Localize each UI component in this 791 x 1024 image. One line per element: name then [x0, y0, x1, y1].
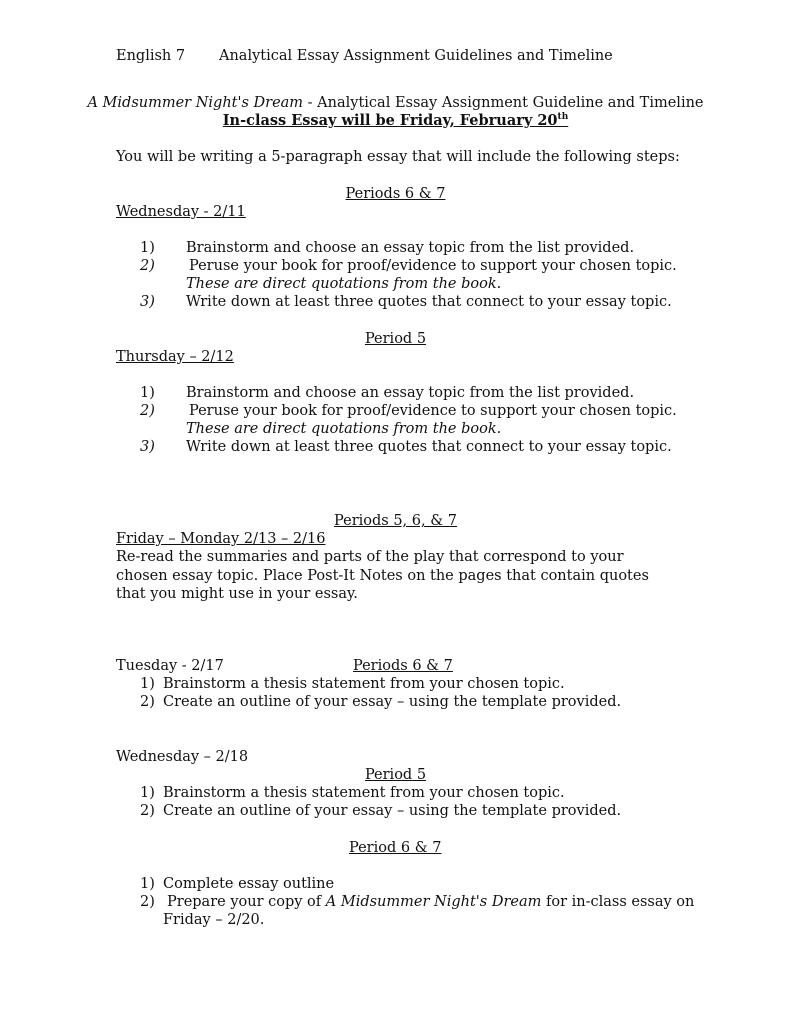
section5-date: Wednesday – 2/18: [116, 749, 249, 765]
list-item-number: 1): [140, 676, 155, 692]
section1-heading: Periods 6 & 7: [345, 186, 446, 202]
list-item: Write down at least three quotes that connect to your essay topic.: [186, 439, 672, 455]
list-item-note: These are direct quotations from the book.: [186, 421, 502, 437]
section2-date: Thursday – 2/12: [116, 349, 234, 365]
list-item-number: 3): [140, 294, 155, 310]
section3-date: Friday – Monday 2/13 – 2/16: [116, 531, 326, 547]
list-item-number: 2): [140, 694, 155, 710]
due-date-line: [0, 112, 791, 130]
book-title: A Midsummer Night's Dream: [325, 894, 542, 910]
section4-date: Tuesday - 2/17: [116, 658, 224, 674]
list-item-number: 2): [140, 894, 155, 910]
section3-body: Re-read the summaries and parts of the play that correspond to your chosen essay topic. Place Post-It Notes on the pages that contain quotes that you might use in your essay.: [116, 549, 649, 602]
list-item-number: 2): [140, 803, 155, 819]
list-item-continuation: Friday – 2/20.: [163, 912, 265, 928]
intro-text: You will be writing a 5-paragraph essay that will include the following steps:: [116, 149, 680, 165]
list-item: Brainstorm and choose an essay topic from the list provided.: [186, 240, 635, 256]
due-date-text: In-class Essay will be Friday, February 20th: [222, 112, 569, 129]
list-item: Create an outline of your essay – using the template provided.: [163, 694, 622, 710]
section4-heading: Periods 6 & 7: [353, 658, 453, 674]
section1-date: Wednesday - 2/11: [116, 204, 246, 220]
section6-heading: Period 6 & 7: [349, 840, 442, 856]
list-item: Complete essay outline: [163, 876, 335, 892]
list-item-number: 2): [140, 258, 155, 274]
list-item-number: 1): [140, 240, 155, 256]
list-item: Prepare your copy of A Midsummer Night's Dream for in-class essay on: [167, 894, 695, 910]
list-item-number: 3): [140, 439, 155, 455]
list-item: Brainstorm a thesis statement from your chosen topic.: [163, 676, 565, 692]
list-item-number: 1): [140, 785, 155, 801]
list-item: Peruse your book for proof/evidence to support your chosen topic.: [189, 403, 677, 419]
list-item-number: 1): [140, 385, 155, 401]
list-item: Create an outline of your essay – using the template provided.: [163, 803, 622, 819]
list-item-note: These are direct quotations from the book.: [186, 276, 502, 292]
list-item-number: 2): [140, 403, 155, 419]
list-item: Brainstorm and choose an essay topic from the list provided.: [186, 385, 635, 401]
list-item-number: 1): [140, 876, 155, 892]
course-name: English 7: [116, 48, 186, 64]
section2-heading: Period 5: [364, 331, 427, 347]
document-title: Analytical Essay Assignment Guidelines and Timeline: [219, 48, 613, 64]
list-item: Brainstorm a thesis statement from your chosen topic.: [163, 785, 565, 801]
book-title: A Midsummer Night's Dream: [87, 95, 304, 111]
subtitle-rest: - Analytical Essay Assignment Guideline and Timeline: [303, 95, 704, 111]
section3-heading: Periods 5, 6, & 7: [334, 513, 457, 529]
section5-heading: Period 5: [364, 767, 427, 783]
list-item: Peruse your book for proof/evidence to support your chosen topic.: [189, 258, 677, 274]
list-item: Write down at least three quotes that connect to your essay topic.: [186, 294, 672, 310]
assignment-subtitle: [0, 94, 791, 112]
